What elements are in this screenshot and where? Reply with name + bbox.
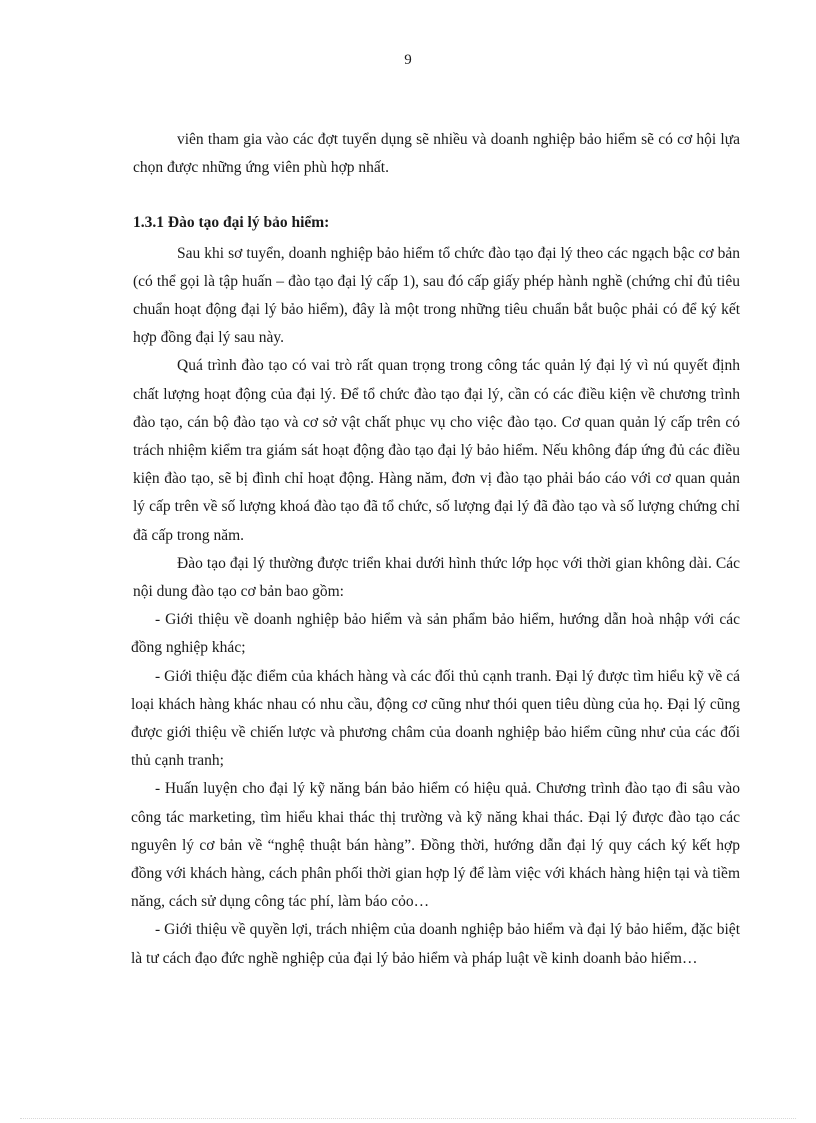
paragraph-preliminary-training: Sau khi sơ tuyển, doanh nghiệp bảo hiểm tổ chức đào tạo đại lý theo các ngạch bậc cơ bản (có thể gọi là tập huấn – đào tạo đại lý cấp 1), sau đó cấp giấy phép hành nghề (chứng chỉ đủ tiêu chuẩn hoạt động đại lý bảo hiểm), đây là một trong những tiêu chuẩn bắt buộc phải có để ký kết hợp đồng đại lý sau này. (133, 244, 740, 347)
section-heading: 1.3.1 Đào tạo đại lý bảo hiểm: (133, 214, 330, 232)
document-body (133, 126, 740, 973)
paragraph-intro-continuation: viên tham gia vào các đợt tuyển dụng sẽ nhiều và doanh nghiệp bảo hiểm sẽ có cơ hội lựa chọn được những ứng viên phù hợp nhất. (133, 131, 740, 177)
paragraph-training-role: Quá trình đào tạo có vai trò rất quan trọng trong công tác quản lý đại lý vì nú quyết định chất lượng hoạt động của đại lý. Để tổ chức đào tạo đại lý, cần có các điều kiện về chương trình đào tạo, cán bộ đào tạo và cơ sở vật chất phục vụ cho việc đào tạo. Cơ quan quản lý cấp trên có trách nhiệm kiểm tra giám sát hoạt động đào tạo đại lý bảo hiểm. Nếu không đáp ứng đủ các điều kiện đào tạo, sẽ bị đình chỉ hoạt động. Hàng năm, đơn vị đào tạo phải báo cáo với cơ quan quản lý cấp trên về số lượng khoá đào tạo đã tổ chức, số lượng đại lý đã đào tạo và số lượng chứng chỉ đã cấp trong năm. (133, 357, 740, 544)
page-bottom-divider (20, 1118, 796, 1119)
list-item-rights-responsibilities: - Giới thiệu về quyền lợi, trách nhiệm của doanh nghiệp bảo hiểm và đại lý bảo hiểm, đặc biệt là tư cách đạo đức nghề nghiệp của đại lý bảo hiểm và pháp luật về kinh doanh bảo hiểm… (131, 921, 740, 967)
list-item-customers-competitors: - Giới thiệu đặc điểm của khách hàng và các đối thủ cạnh tranh. Đại lý được tìm hiểu kỹ về cá loại khách hàng khác nhau có nhu cầu, động cơ cũng như thói quen tiêu dùng của họ. Đại lý cũng được giới thiệu về chiến lược và phương châm của doanh nghiệp bảo hiểm cũng như của các đối thủ cạnh tranh; (131, 667, 740, 770)
list-item-company-intro: - Giới thiệu về doanh nghiệp bảo hiểm và sản phẩm bảo hiểm, hướng dẫn hoà nhập với các đồng nghiệp khác; (131, 611, 740, 657)
paragraph-training-format: Đào tạo đại lý thường được triển khai dưới hình thức lớp học với thời gian không dài. Các nội dung đào tạo cơ bản bao gồm: (133, 554, 740, 601)
list-item-sales-skills: - Huấn luyện cho đại lý kỹ năng bán bảo hiểm có hiệu quả. Chương trình đào tạo đi sâu vào công tác marketing, tìm hiểu khai thác thị trường và kỹ năng khai thác. Đại lý được đào tạo các nguyên lý cơ bản về “nghệ thuật bán hàng”. Đồng thời, hướng dẫn đại lý quy cách ký kết hợp đồng với khách hàng, cách phân phối thời gian hợp lý để làm việc với khách hàng hiện tại và tiềm năng, cách sử dụng công tác phí, làm báo cỏo… (131, 780, 740, 911)
page-number: 9 (404, 52, 412, 68)
